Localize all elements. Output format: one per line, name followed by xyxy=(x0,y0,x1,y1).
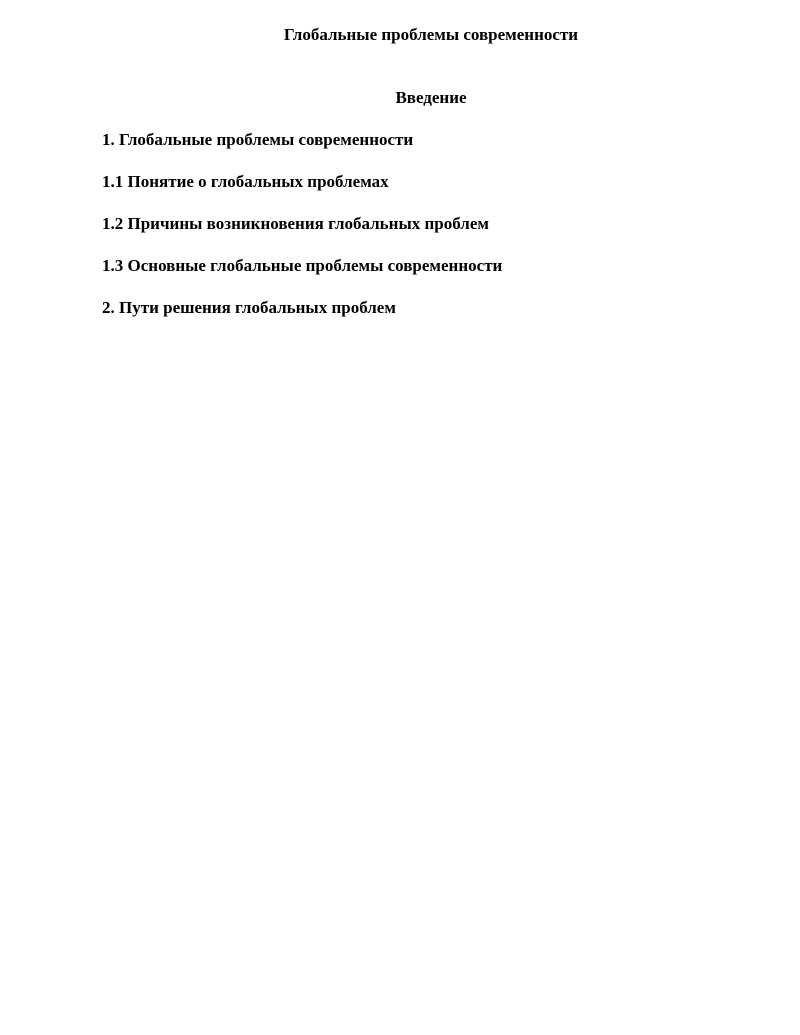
document-title: Глобальные проблемы современности xyxy=(283,25,579,44)
toc-item-1-3: 1.3 Основные глобальные проблемы современности xyxy=(102,256,503,275)
toc-item-1: 1. Глобальные проблемы современности xyxy=(102,130,414,149)
table-of-contents xyxy=(102,129,502,339)
toc-item-1-2: 1.2 Причины возникновения глобальных проблем xyxy=(102,214,489,233)
toc-item-1-1: 1.1 Понятие о глобальных проблемах xyxy=(102,172,389,191)
intro-heading: Введение xyxy=(395,88,467,107)
toc-item-2: 2. Пути решения глобальных проблем xyxy=(102,298,396,317)
